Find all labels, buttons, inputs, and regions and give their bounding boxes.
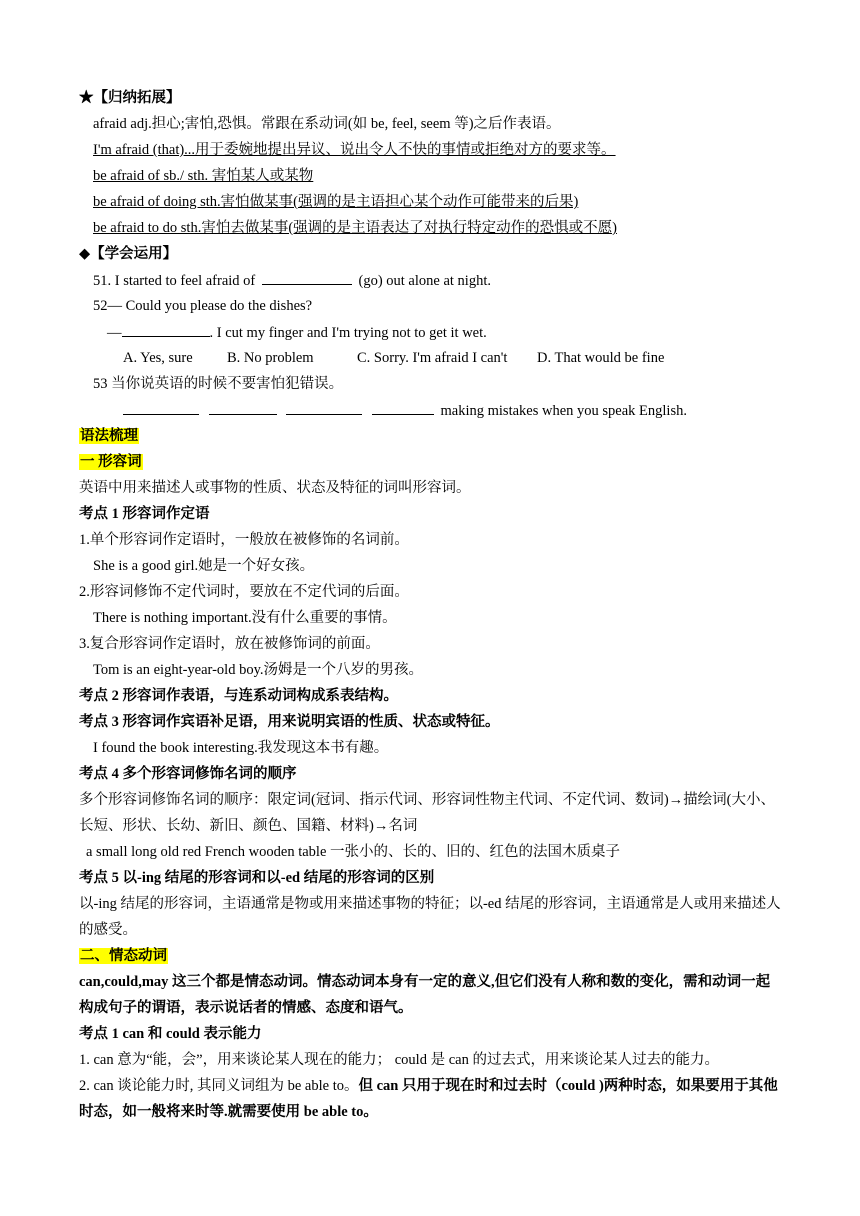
point-1-rule-2: 2.形容词修饰不定代词时，要放在不定代词的后面。 (79, 584, 409, 600)
question-53-tail: making mistakes when you speak English. (440, 403, 687, 419)
point-1-rule-3: 3.复合形容词作定语时，放在被修饰词的前面。 (79, 636, 380, 652)
point-1-heading: 考点 1 形容词作定语 (79, 506, 210, 522)
point-1-example-2: There is nothing important.没有什么重要的事情。 (93, 610, 397, 626)
phrase-afraid-of-doing: be afraid of doing sth.害怕做某事(强调的是主语担心某个动作可能带来的后果) (93, 194, 579, 210)
dash: — (107, 325, 122, 341)
option-b[interactable]: B. No problem (227, 350, 314, 366)
point-3-example: I found the book interesting.我发现这本书有趣。 (93, 740, 389, 756)
modal-rule-2-part-2: 但 can 只用于现在时和过去时（could )两种时态，如果要用于其他时态，如一般将来时等.就需要使用 be able to。 (79, 1078, 778, 1120)
adjective-title (79, 452, 143, 472)
point-1-example-3: Tom is an eight-year-old boy.汤姆是一个八岁的男孩。 (93, 662, 424, 678)
phrase-afraid-of: be afraid of sb./ sth. 害怕某人或某物 (93, 168, 314, 184)
question-52-options (123, 348, 664, 368)
point-4-heading: 考点 4 多个形容词修饰名词的顺序 (79, 766, 297, 782)
answer-blank[interactable] (123, 400, 199, 415)
question-51-text: 51. I started to feel afraid of (93, 273, 256, 289)
adjective-title-text: 一 形容词 (80, 454, 142, 470)
adjective-definition: 英语中用来描述人或事物的性质、状态及特征的词叫形容词。 (79, 480, 471, 496)
point-5-text: 以-ing 结尾的形容词，主语通常是物或用来描述事物的特征；以-ed 结尾的形容词，主语通常是人或用来描述人的感受。 (79, 896, 781, 938)
option-a[interactable]: A. Yes, sure (123, 350, 193, 366)
question-53-blanks (123, 400, 687, 421)
question-52: 52— Could you please do the dishes? (93, 298, 313, 314)
grammar-title-text: 语法梳理 (80, 428, 138, 444)
modal-point-1-rule-1: 1. can 意为“能，会”，用来谈论某人现在的能力； could 是 can 的过去式，用来谈论某人过去的能力。 (79, 1052, 719, 1068)
answer-blank[interactable] (372, 400, 434, 415)
point-4-text: 多个形容词修饰名词的顺序：限定词(冠词、指示代词、形容词性物主代词、不定代词、数词)→描绘词(大小、长短、形状、长幼、新旧、颜色、国籍、材料)→名词 (79, 792, 775, 834)
phrase-afraid-to-do: be afraid to do sth.害怕去做某事(强调的是主语表达了对执行特定动作的恐惧或不愿) (93, 220, 617, 236)
grammar-title (79, 426, 139, 446)
question-51 (93, 270, 491, 291)
point-1-example-1: She is a good girl.她是一个好女孩。 (93, 558, 315, 574)
modal-point-1-heading: 考点 1 can 和 could 表示能力 (79, 1026, 262, 1042)
point-2-heading: 考点 2 形容词作表语，与连系动词构成系表结构。 (79, 688, 398, 704)
phrase-im-afraid: I'm afraid (that)...用于委婉地提出异议、说出令人不快的事情或拒绝对方的要求等。 (93, 142, 616, 158)
point-1-rule-1: 1.单个形容词作定语时，一般放在被修饰的名词前。 (79, 532, 409, 548)
question-51-tail: (go) out alone at night. (358, 273, 491, 289)
afraid-definition: afraid adj.担心;害怕,恐惧。常跟在系动词(如 be, feel, seem 等)之后作表语。 (93, 116, 561, 132)
point-3-heading: 考点 3 形容词作宾语补足语，用来说明宾语的性质、状态或特征。 (79, 714, 500, 730)
answer-blank[interactable] (262, 270, 352, 285)
answer-blank[interactable] (209, 400, 277, 415)
point-4-example: a small long old red French wooden table 一张小的、长的、旧的、红色的法国木质桌子 (86, 844, 621, 860)
section-heading-summary: ★【归纳拓展】 (79, 90, 181, 106)
question-52-tail: . I cut my finger and I'm trying not to get it wet. (209, 325, 487, 341)
option-d[interactable]: D. That would be fine (537, 350, 665, 366)
modal-title (79, 946, 168, 966)
modal-title-text: 二、情态动词 (80, 948, 167, 964)
modal-intro: can,could,may 这三个都是情态动词。情态动词本身有一定的意义,但它们没有人称和数的变化，需和动词一起构成句子的谓语，表示说话者的情感、态度和语气。 (79, 974, 771, 1016)
answer-blank[interactable] (122, 322, 210, 337)
question-52-response (107, 322, 487, 343)
modal-point-1-rule-2 (79, 1073, 784, 1125)
modal-rule-2-part-1: 2. can 谈论能力时, 其同义词组为 be able to。 (79, 1078, 359, 1094)
question-53: 53 当你说英语的时候不要害怕犯错误。 (93, 376, 344, 392)
section-heading-practice: ◆【学会运用】 (79, 246, 178, 262)
option-c[interactable]: C. Sorry. I'm afraid I can't (357, 350, 508, 366)
answer-blank[interactable] (286, 400, 362, 415)
point-5-heading: 考点 5 以-ing 结尾的形容词和以-ed 结尾的形容词的区别 (79, 870, 435, 886)
